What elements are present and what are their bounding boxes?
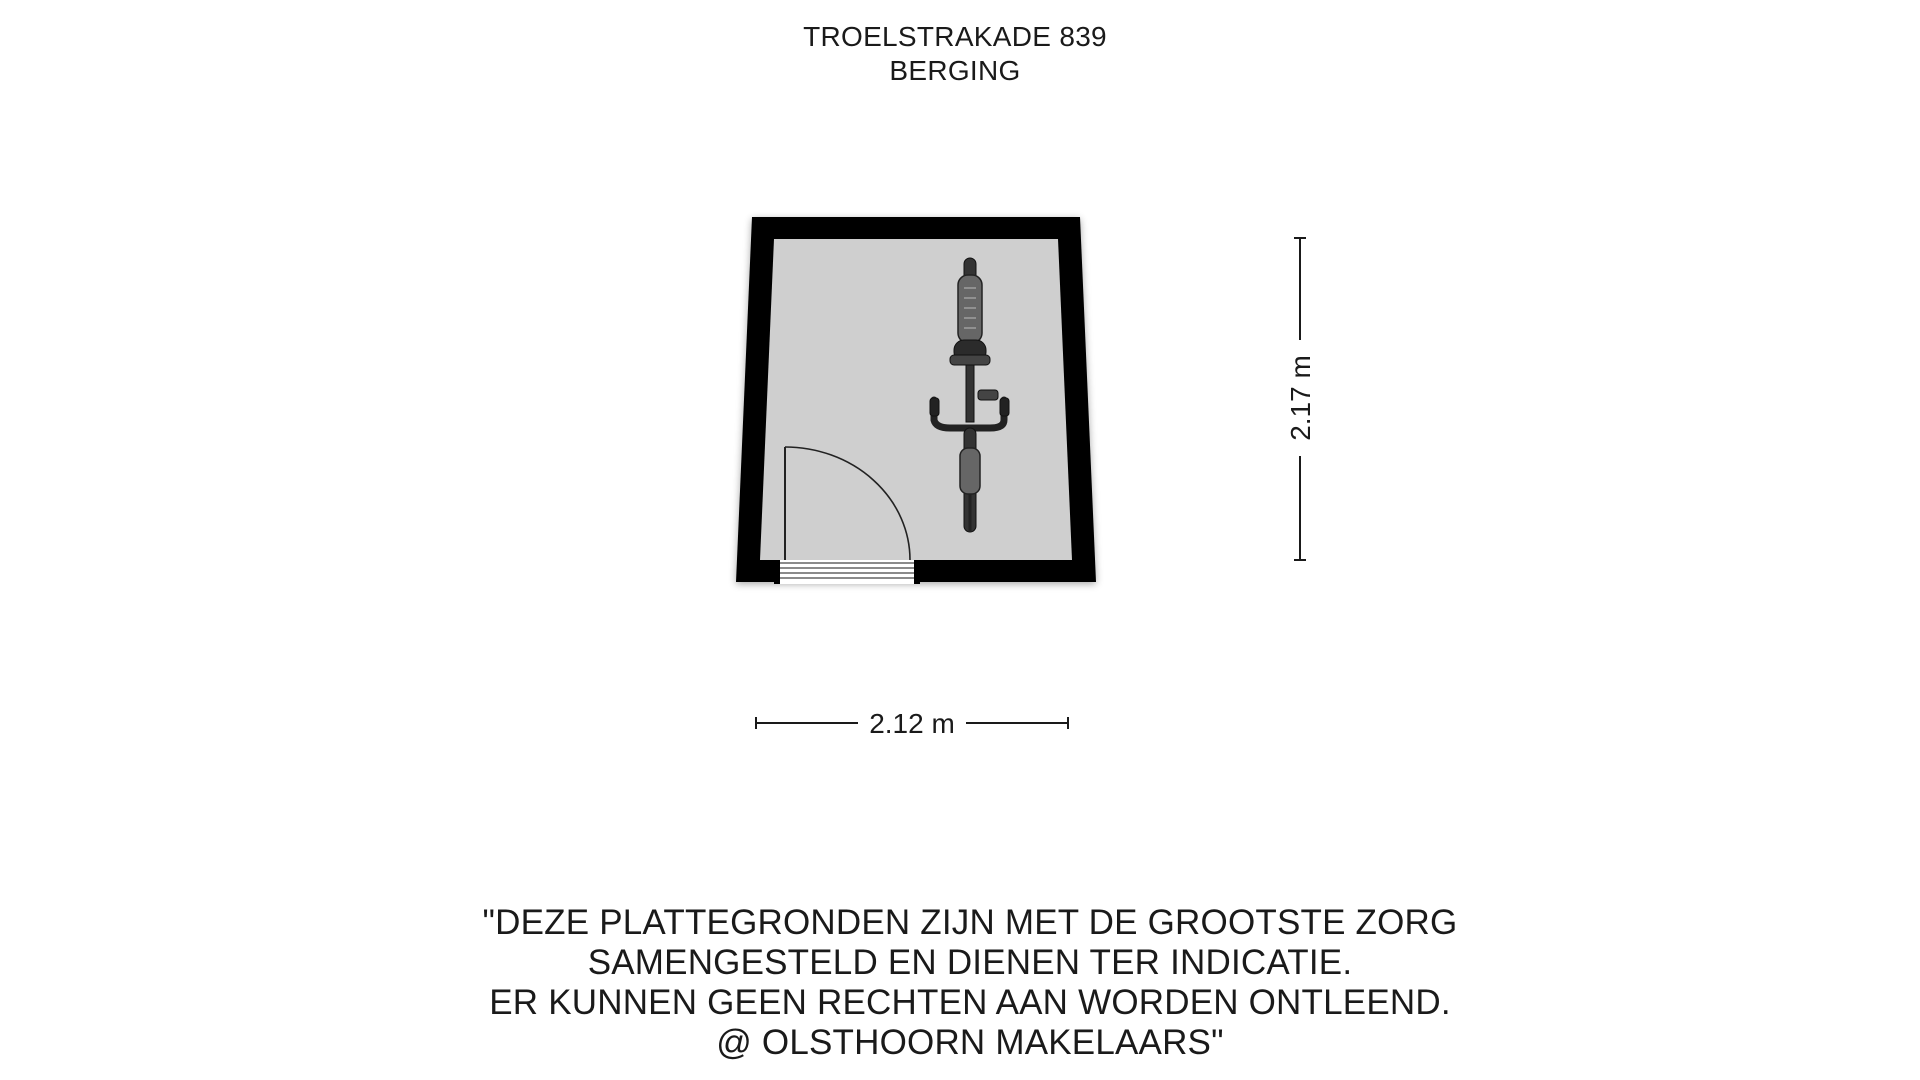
- height-label: 2.17 m: [1285, 355, 1316, 441]
- disclaimer: [0, 903, 1920, 1063]
- address-title: TROELSTRAKADE 839: [803, 21, 1107, 52]
- disclaimer-line: @ OLSTHOORN MAKELAARS": [716, 1023, 1224, 1062]
- disclaimer-line: "DEZE PLATTEGRONDEN ZIJN MET DE GROOTSTE ZORG: [482, 903, 1458, 942]
- room-title: BERGING: [889, 55, 1021, 86]
- disclaimer-line: ER KUNNEN GEEN RECHTEN AAN WORDEN ONTLEEND.: [489, 983, 1451, 1022]
- room-floor: [760, 239, 1072, 560]
- disclaimer-line: SAMENGESTELD EN DIENEN TER INDICATIE.: [587, 943, 1353, 982]
- width-label: 2.12 m: [869, 708, 955, 739]
- room-walls: [736, 217, 1096, 582]
